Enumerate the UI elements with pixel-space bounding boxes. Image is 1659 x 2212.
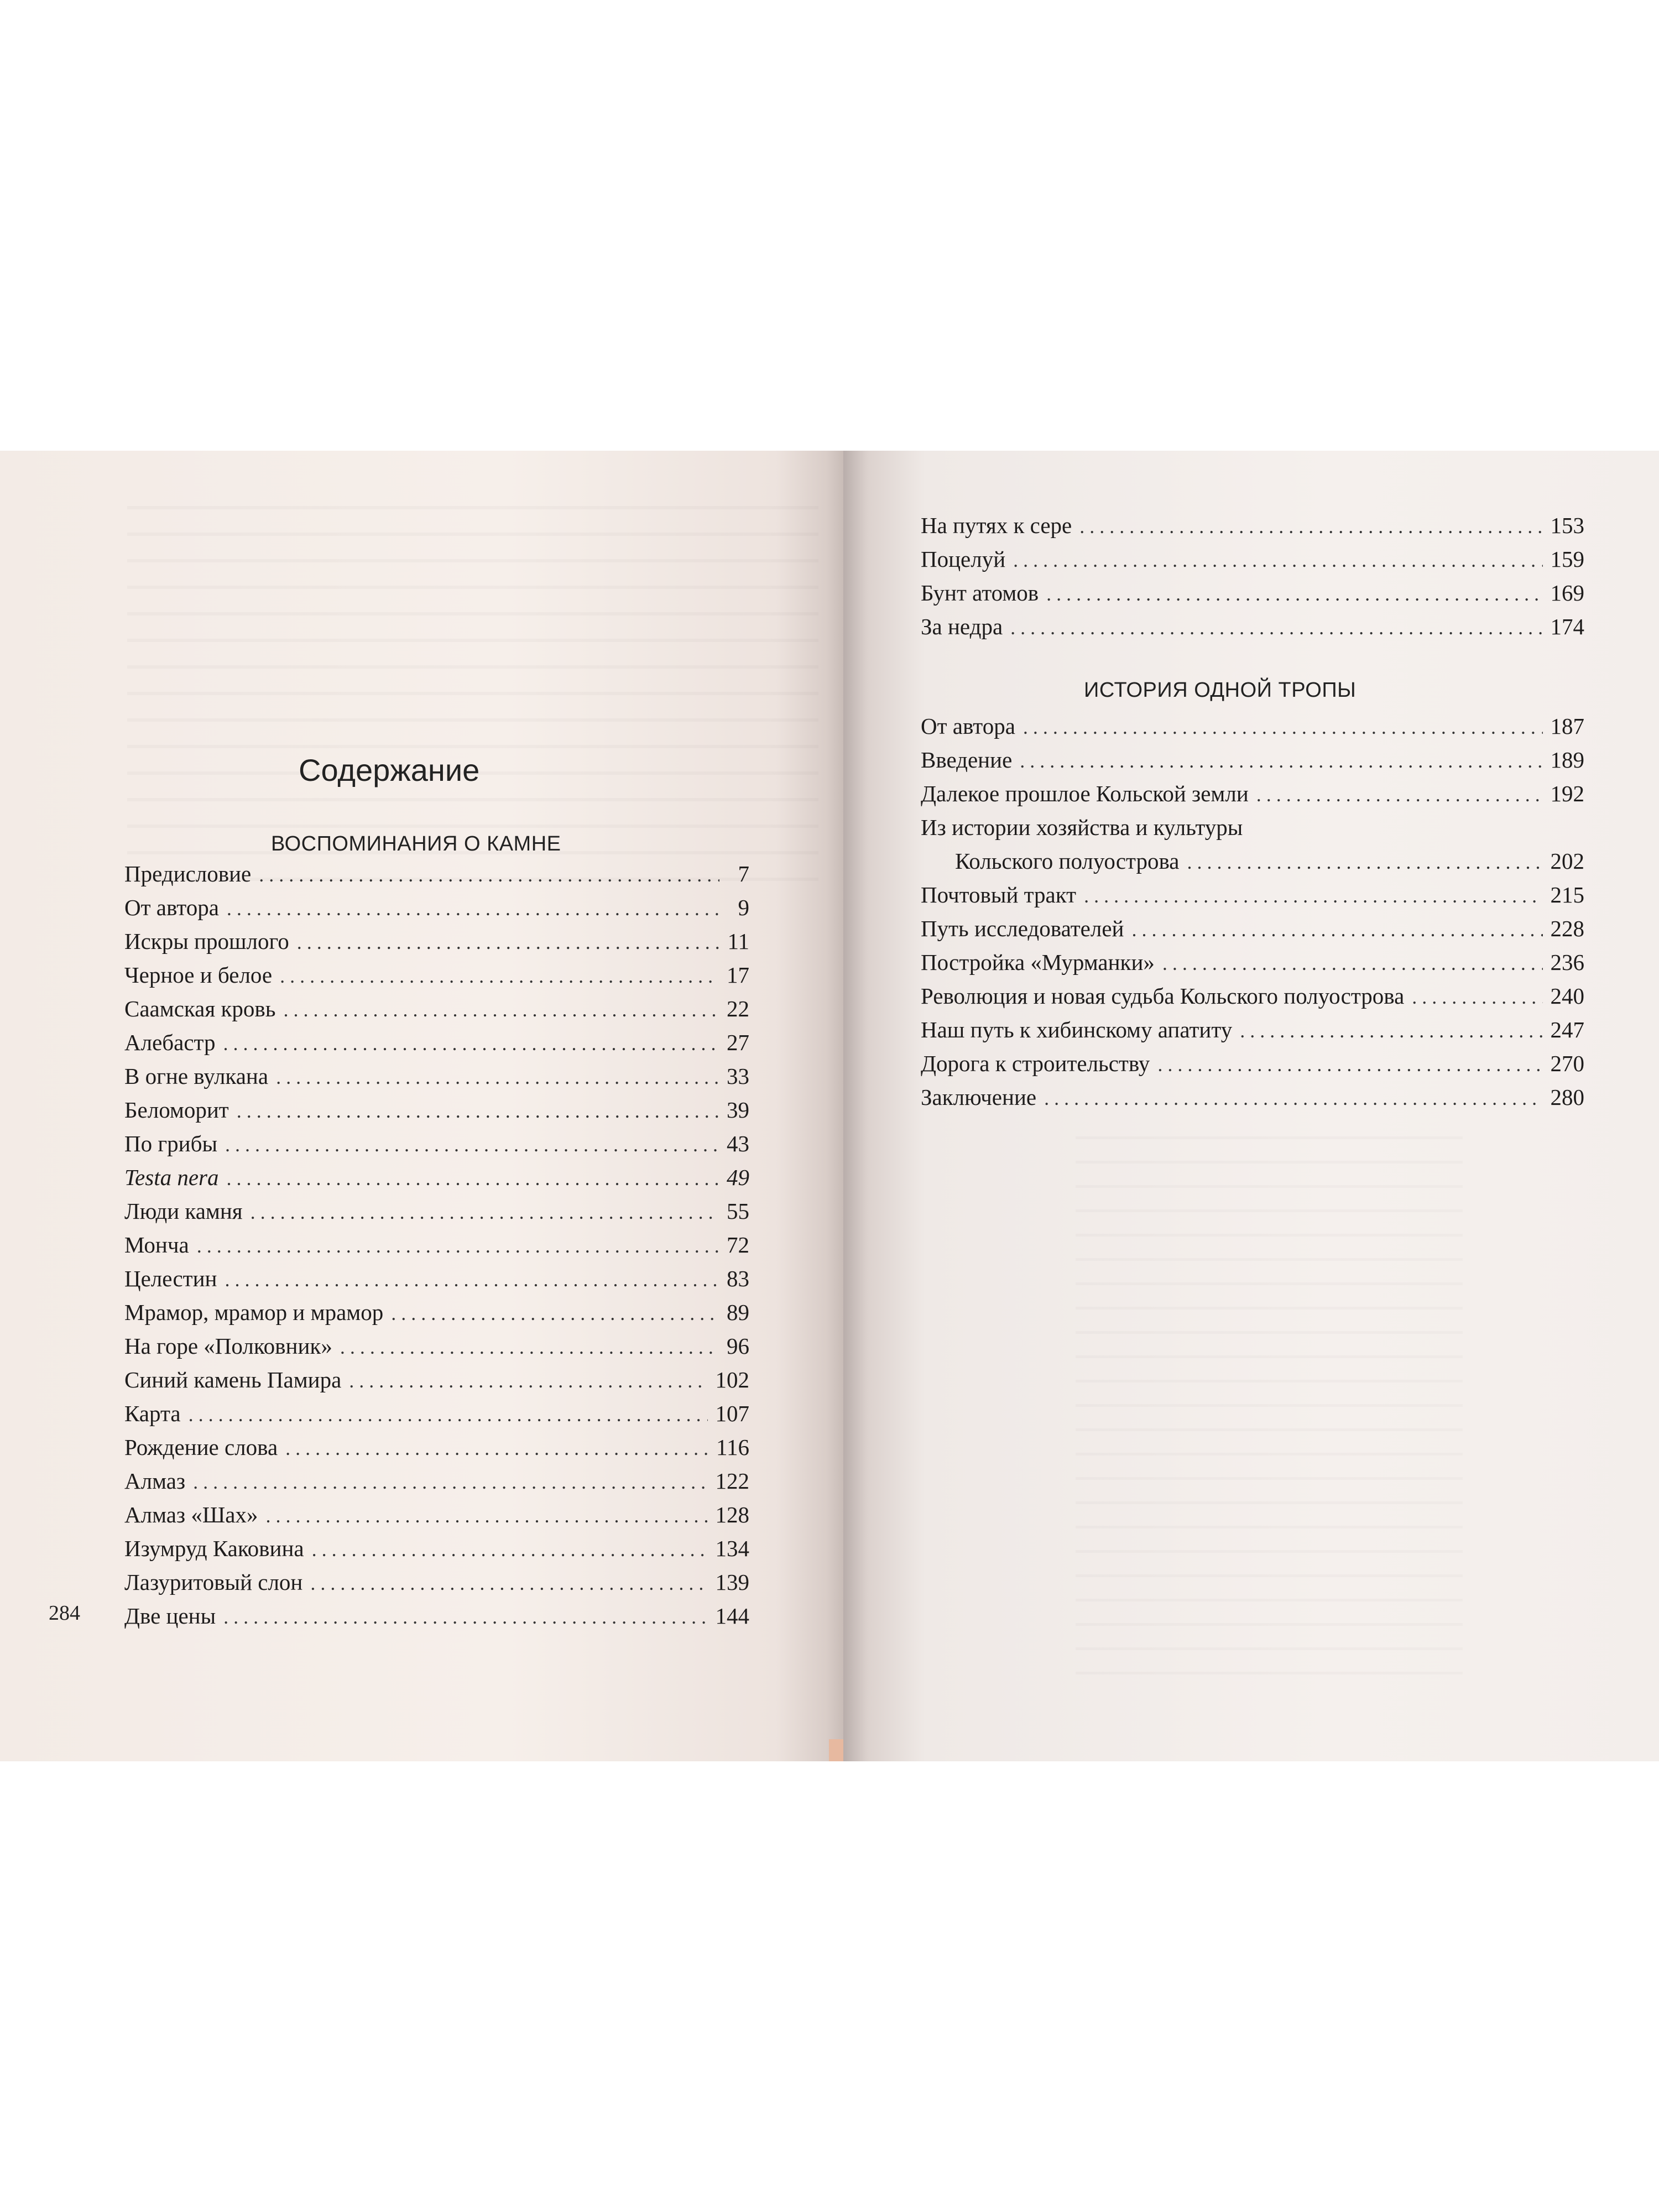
toc-entry-title: От автора [921,713,1015,739]
toc-entry-title: Алебастр [124,1030,216,1055]
toc-entry[interactable] [124,1262,749,1296]
dot-leader [1079,510,1542,544]
toc-entry[interactable] [124,1194,749,1228]
toc-entry-page: 215 [1550,882,1584,907]
toc-entry-title: Поцелуй [921,546,1006,572]
toc-entry-title: Саамская кровь [124,996,276,1021]
dot-leader [225,1128,719,1162]
toc-entry-title: В огне вулкана [124,1063,269,1089]
toc-entry[interactable] [124,958,749,992]
toc-entry-page: 122 [715,1468,749,1494]
dot-leader [223,1027,719,1061]
toc-entry[interactable] [124,857,749,891]
toc-entry-page: 240 [1550,983,1584,1009]
dot-leader [349,1364,707,1398]
toc-entry[interactable] [921,610,1584,644]
toc-entry[interactable] [921,844,1584,878]
toc-entry-page: 9 [738,895,749,920]
toc-entry-title: На горе «Полковник» [124,1333,332,1359]
toc-entry[interactable] [921,743,1584,777]
toc-entry[interactable] [124,891,749,925]
toc-entry-page: 96 [727,1333,749,1359]
toc-entry-page: 134 [715,1536,749,1561]
toc-entry-page: 280 [1550,1084,1584,1110]
dot-leader [1013,544,1542,577]
toc-entry[interactable] [921,811,1584,844]
toc-entry-title: Из истории хозяйства и культуры [921,815,1243,840]
toc-entry-title: Предисловие [124,861,252,886]
dot-leader [225,1263,719,1297]
toc-entry-page: 33 [727,1063,749,1089]
right-page [843,451,1659,1761]
toc-entry-page: 159 [1550,546,1584,572]
toc-entry-page: 228 [1550,916,1584,941]
toc-entry-page: 139 [715,1569,749,1595]
toc-entry[interactable] [124,1532,749,1566]
toc-entry-title: Введение [921,747,1013,773]
dot-leader [265,1499,707,1533]
toc-entry-page: 43 [727,1131,749,1156]
toc-entry-page: 83 [727,1266,749,1291]
book-spread [0,451,1659,1761]
toc-entry-title: Путь исследователей [921,916,1124,941]
left-page [0,451,843,1761]
toc-entry[interactable] [124,1026,749,1060]
dot-leader [1046,577,1542,611]
toc-entry-page: 55 [727,1198,749,1224]
toc-entry-title: По грибы [124,1131,218,1156]
toc-entry[interactable] [124,1363,749,1397]
dot-leader [1044,1082,1542,1115]
dot-leader [340,1331,719,1364]
dot-leader [223,1600,707,1634]
toc-entry-title: Люди камня [124,1198,243,1224]
dot-leader [193,1465,707,1499]
toc-entry-page: 192 [1550,781,1584,806]
toc-entry-title: Целестин [124,1266,217,1291]
dot-leader [297,926,719,959]
toc-entry-page: 49 [727,1165,749,1190]
toc-entry-title: Далекое прошлое Кольской земли [921,781,1249,806]
toc-entry[interactable] [921,576,1584,610]
dot-leader [197,1229,719,1263]
toc-entry[interactable] [124,1566,749,1599]
dot-leader [227,1162,719,1196]
dot-leader [1010,611,1542,645]
toc-entry[interactable] [124,1228,749,1262]
toc-entry-page: 17 [727,962,749,988]
toc-entry-title: Лазуритовый слон [124,1569,303,1595]
toc-entry-title: Искры прошлого [124,928,289,954]
toc-entry-page: 270 [1550,1051,1584,1076]
dot-leader [1020,744,1542,778]
toc-entry-title: Бунт атомов [921,580,1039,606]
show-through-texture [1076,1136,1463,1689]
toc-entry-title: Изумруд Каковина [124,1536,304,1561]
dot-leader [280,959,719,993]
section-title-vospominaniya: ВОСПОМИНАНИЯ О КАМНЕ [271,832,561,855]
dot-leader [312,1533,708,1567]
toc-entry-title: Почтовый тракт [921,882,1077,907]
toc-title: Содержание [299,753,480,787]
toc-entry-page: 202 [1550,848,1584,874]
toc-entry[interactable] [124,1431,749,1464]
dot-leader [283,993,719,1027]
toc-entry[interactable] [124,1060,749,1093]
toc-entry-page: 11 [727,928,749,954]
toc-entry-title: Революция и новая судьба Кольского полуострова [921,983,1405,1009]
toc-entry-page: 236 [1550,950,1584,975]
dot-leader [1131,913,1542,947]
toc-entry[interactable] [921,946,1584,979]
toc-entry-page: 128 [715,1502,749,1527]
toc-entry[interactable] [124,925,749,958]
dot-leader [227,892,719,926]
dot-leader [259,858,719,892]
toc-entry-title: Мрамор, мрамор и мрамор [124,1300,384,1325]
toc-entry[interactable] [921,709,1584,743]
dot-leader [189,1398,708,1432]
dot-leader [251,1196,719,1229]
toc-list-right-bottom [921,709,1584,1114]
toc-entry-title: Заключение [921,1084,1037,1110]
toc-entry-page: 7 [738,861,749,886]
dot-leader [1187,846,1543,879]
dot-leader [1412,980,1542,1014]
toc-entry-title: Две цены [124,1603,216,1629]
toc-entry[interactable] [124,1464,749,1498]
toc-entry-page: 102 [715,1367,749,1392]
toc-list-right-top [921,509,1584,644]
dot-leader [1157,1048,1542,1082]
toc-entry-page: 27 [727,1030,749,1055]
toc-entry[interactable] [124,1397,749,1431]
toc-entry-title: Синий камень Памира [124,1367,342,1392]
dot-leader [1023,711,1543,744]
toc-entry[interactable] [921,777,1584,811]
section-title-istoriya: ИСТОРИЯ ОДНОЙ ТРОПЫ [1084,679,1357,702]
toc-entry-title: Наш путь к хибинскому апатиту [921,1017,1233,1042]
toc-entry-page: 189 [1550,747,1584,773]
dot-leader [391,1297,719,1331]
toc-entry-page: 153 [1550,513,1584,538]
toc-entry-title: Кольского полуострова [955,848,1180,874]
toc-entry[interactable] [921,912,1584,946]
dot-leader [1240,1014,1542,1048]
toc-entry-title: Дорога к строительству [921,1051,1150,1076]
toc-entry[interactable] [124,1296,749,1329]
toc-entry-page: 247 [1550,1017,1584,1042]
toc-entry[interactable] [124,1093,749,1127]
toc-entry[interactable] [921,1013,1584,1047]
toc-entry-page: 22 [727,996,749,1021]
toc-entry-page: 116 [716,1434,749,1460]
toc-entry-title: На путях к сере [921,513,1072,538]
toc-entry[interactable] [124,1161,749,1194]
toc-entry[interactable] [921,878,1584,912]
toc-entry[interactable] [921,1081,1584,1114]
toc-entry-title: Алмаз [124,1468,186,1494]
toc-entry-title: Рождение слова [124,1434,278,1460]
dot-leader [1162,947,1543,980]
toc-entry-title: Testa nera [124,1165,219,1190]
dot-leader [285,1432,708,1465]
toc-entry[interactable] [124,1498,749,1532]
toc-entry-page: 169 [1550,580,1584,606]
toc-entry-title: Алмаз «Шах» [124,1502,258,1527]
toc-entry[interactable] [124,1329,749,1363]
dot-leader [276,1061,719,1094]
dot-leader [237,1094,719,1128]
page-number-folio: 284 [49,1601,80,1625]
toc-entry-title: От автора [124,895,219,920]
toc-entry[interactable] [921,542,1584,576]
toc-entry[interactable] [124,992,749,1026]
toc-entry-title: Беломорит [124,1097,229,1123]
toc-entry[interactable] [921,979,1584,1013]
toc-entry-title: За недра [921,614,1003,639]
toc-entry[interactable] [921,1047,1584,1081]
dot-leader [1084,879,1542,913]
toc-entry-page: 174 [1550,614,1584,639]
toc-entry-page: 187 [1550,713,1584,739]
toc-entry[interactable] [124,1599,749,1633]
toc-entry-page: 89 [727,1300,749,1325]
dot-leader [1256,778,1543,812]
toc-entry-title: Карта [124,1401,181,1426]
toc-entry[interactable] [124,1127,749,1161]
toc-entry-page: 144 [715,1603,749,1629]
toc-entry[interactable] [921,509,1584,542]
toc-entry-title: Черное и белое [124,962,273,988]
dot-leader [310,1567,707,1600]
toc-list-left [124,857,749,1633]
toc-entry-page: 107 [715,1401,749,1426]
toc-entry-title: Монча [124,1232,189,1258]
toc-entry-page: 72 [727,1232,749,1258]
toc-entry-title: Постройка «Мурманки» [921,950,1155,975]
toc-entry-page: 39 [727,1097,749,1123]
